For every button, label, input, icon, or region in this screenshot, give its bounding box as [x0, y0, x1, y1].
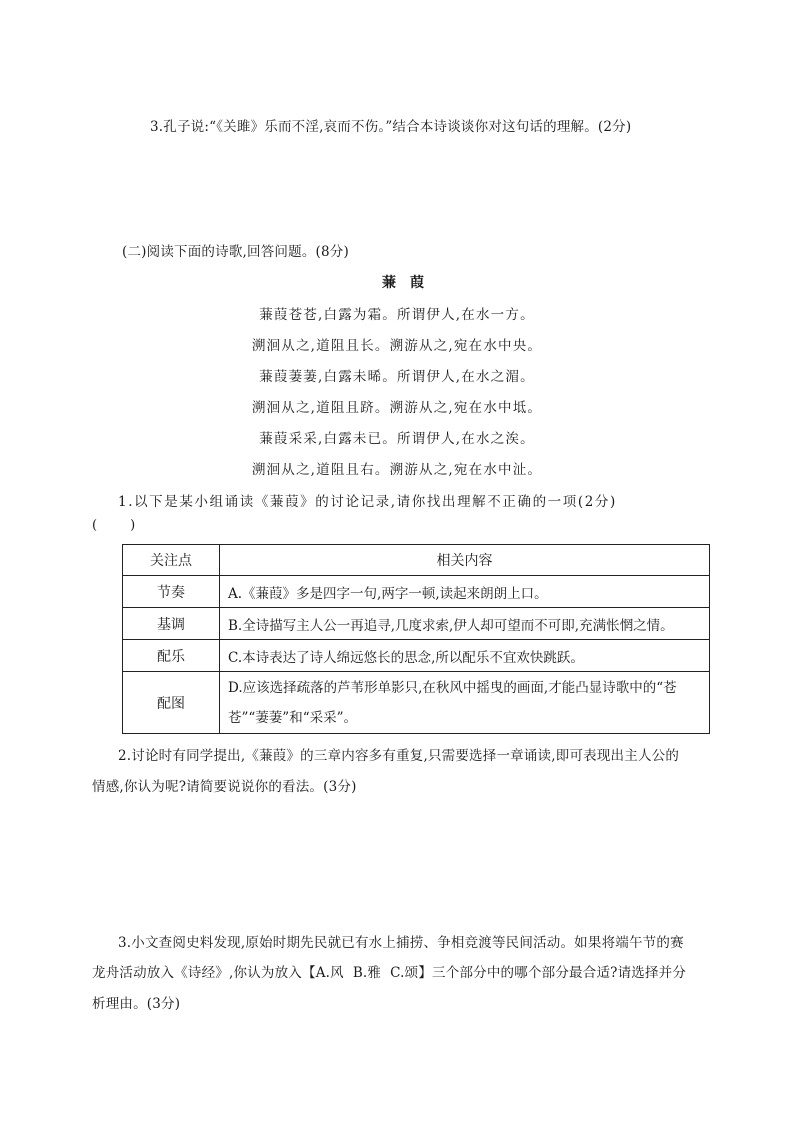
answer-bracket: ( )	[92, 518, 136, 533]
poem-line: 溯洄从之,道阻且右。溯游从之,宛在水中沚。	[251, 462, 543, 478]
table-row	[123, 640, 710, 672]
table-row	[123, 576, 710, 608]
section-heading: (二)阅读下面的诗歌,回答问题。(8分)	[122, 244, 349, 260]
table-cell-key: 基调	[123, 608, 220, 640]
question-2-2-line: 情感,你认为呢?请简要说说你的看法。(3分)	[92, 779, 357, 795]
question-2-3-line: 析理由。(3分)	[92, 996, 181, 1012]
discussion-table	[122, 544, 710, 734]
table-header-cell: 关注点	[123, 545, 220, 576]
table-cell-value: A.《蒹葭》多是四字一句,两字一顿,读起来朗朗上口。	[220, 576, 710, 608]
question-1-3: 3.孔子说:“《关雎》乐而不淫,哀而不伤。”结合本诗谈谈你对这句话的理解。(2分)	[150, 119, 632, 135]
table-cell-key: 配乐	[123, 640, 220, 672]
poem-line: 蒹葭采采,白露未已。所谓伊人,在水之涘。	[259, 431, 535, 447]
table-cell-line: D.应该选择疏落的芦苇形单影只,在秋风中摇曳的画面,才能凸显诗歌中的“苍	[228, 679, 677, 696]
table-cell-value	[220, 672, 710, 734]
table-header-cell: 相关内容	[220, 545, 710, 576]
table-cell-key: 节奏	[123, 576, 220, 608]
poem-line: 蒹葭萋萋,白露未晞。所谓伊人,在水之湄。	[259, 369, 535, 385]
table-cell-value: C.本诗表达了诗人绵远悠长的思念,所以配乐不宜欢快跳跃。	[220, 640, 710, 672]
poem-line: 溯洄从之,道阻且跻。溯游从之,宛在水中坻。	[251, 400, 543, 416]
question-2-3-line: 龙舟活动放入《诗经》,你认为放入【A.风 B.雅 C.颂】三个部分中的哪个部分最合适?请选择并分	[92, 965, 687, 981]
poem-line: 蒹葭苍苍,白露为霜。所谓伊人,在水一方。	[259, 307, 535, 323]
table-row	[123, 608, 710, 640]
table-cell-key: 配图	[123, 672, 220, 734]
poem-line: 溯洄从之,道阻且长。溯游从之,宛在水中央。	[251, 338, 543, 354]
table-row	[123, 672, 710, 734]
table-header-row	[123, 545, 710, 576]
table-cell-value: B.全诗描写主人公一再追寻,几度求索,伊人却可望而不可即,充满怅惘之情。	[220, 608, 710, 640]
table-cell-line: 苍”“萋萋”和“采采”。	[228, 709, 358, 726]
question-2-3-line: 3.小文查阅史料发现,原始时期先民就已有水上捕捞、争相竞渡等民间活动。如果将端午节的赛	[118, 935, 684, 951]
poem-title: 蒹葭	[382, 275, 438, 291]
question-2-2-line: 2.讨论时有同学提出,《蒹葭》的三章内容多有重复,只需要选择一章诵读,即可表现出主人公的	[118, 748, 680, 764]
question-2-1: 1.以下是某小组诵读《蒹葭》的讨论记录,请你找出理解不正确的一项(2分)	[118, 494, 617, 510]
